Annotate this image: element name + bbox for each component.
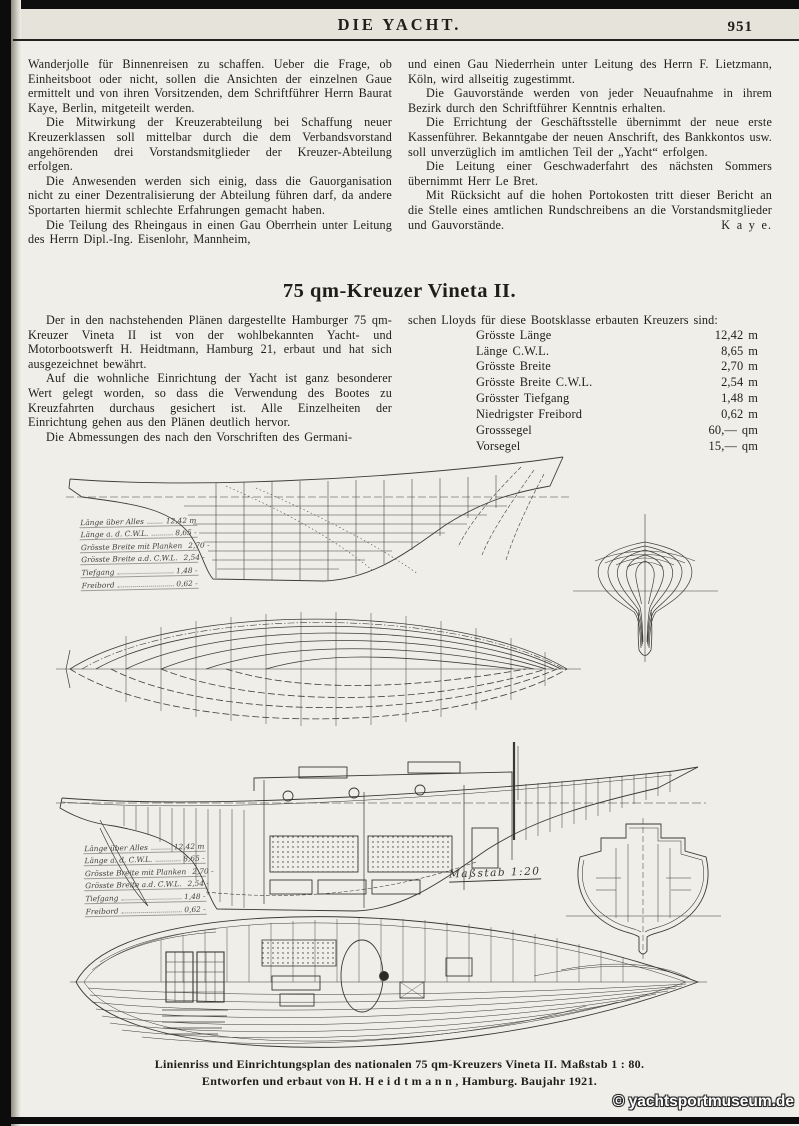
spec-row xyxy=(476,423,758,439)
article1-right-column xyxy=(408,57,772,232)
paragraph: schen Lloyds für diese Bootsklasse erbauten Kreuzers sind: xyxy=(408,313,718,327)
paragraph: Die Mitwirkung der Kreuzerabteilung bei Schaffung neuer Kreuzerklassen soll mittelbar durch die dem Verbandsvorstand angehörenden drei Vorstandsmitglieder der Kreuzer-Abteilung erfolgen. xyxy=(28,115,392,174)
article1-left-column xyxy=(28,57,392,247)
paragraph xyxy=(408,188,772,232)
spec-label: Grösste Breite C.W.L. xyxy=(476,375,593,390)
header-rule xyxy=(13,39,799,41)
spec-row xyxy=(476,407,758,423)
waterlines-plan-drawing xyxy=(56,590,581,748)
spec-row xyxy=(476,328,758,344)
hand-row: Länge über Alles 12,42 m xyxy=(83,839,205,854)
spec-label: Grosssegel xyxy=(476,423,532,438)
paragraph: Die Anwesenden werden sich einig, dass die Gauorganisation nicht zu einer Dezentralisierung der Abteilung führen darf, da andere Sportarten hiermit schlechte Erfahrungen gemacht haben. xyxy=(28,173,392,217)
spec-value: 8,65 m xyxy=(721,343,758,358)
paragraph: Die Abmessungen des nach den Vorschriften des Germani- xyxy=(46,429,353,444)
article2-right-column xyxy=(408,313,772,455)
hand-row: Grösste Breite a.d. C.W.L. 2,54 - xyxy=(80,551,198,566)
paragraph: Die Teilung des Rheingaus in einen Gau Oberrhein unter Leitung des Herrn Dipl.-Ing. Eisenlohr, Mannheim, xyxy=(28,217,392,247)
figure-caption-line-2: Entworfen und erbaut von H. H e i d t m a n n , Hamburg. Baujahr 1921. xyxy=(201,1074,598,1088)
paragraph: Der in den nachstehenden Plänen dargestellte Hamburger 75 qm-Kreuzer Vineta II ist von der wohlbekannten Yacht- und Motorbootswerft H. Heidtmann, Hamburg 21, erbaut und hat sich ausgezeichnet bewährt. xyxy=(28,313,392,371)
spec-row xyxy=(476,344,758,360)
paragraph: und einen Gau Niederrhein unter Leitung des Herrn F. Lietzmann, Köln, wird allseitig zugestimmt. xyxy=(408,57,772,86)
spec-value: 2,70 m xyxy=(721,359,758,374)
deck-plan-drawing xyxy=(66,906,711,1058)
article2-left-column xyxy=(28,313,392,444)
handwritten-scale-note: Maßstab 1:20 xyxy=(448,865,541,881)
paragraph: Die Leitung einer Geschwaderfahrt des nächsten Sommers übernimmt Herr Le Bret. xyxy=(408,159,772,188)
paragraph: Wanderjolle für Binnenreisen zu schaffen. Ueber die Frage, ob Einheitsboot oder nicht, sollen die Ansichten der einzelnen Gaue ermittelt und von ihren Vorsitzenden, dem Schriftführer Herrn Baurat Kaye, Berlin, mitgeteilt werden. xyxy=(28,57,392,115)
spec-row xyxy=(476,375,758,391)
spec-value: 60,— qm xyxy=(708,423,758,438)
hand-row: Länge über Alles 12,42 m xyxy=(79,513,197,528)
body-plan-drawing xyxy=(573,512,718,667)
spec-row xyxy=(476,391,758,407)
spec-value: 12,42 m xyxy=(714,327,758,342)
spec-value: 15,— qm xyxy=(708,438,758,453)
spec-value: 0,62 m xyxy=(721,407,758,422)
spec-label: Grösste Breite xyxy=(476,359,551,374)
spec-label: Länge C.W.L. xyxy=(476,343,550,358)
paragraph: Die Gauvorstände werden von jeder Neuaufnahme in ihrem Bezirk durch den Schriftführer Kenntnis erhalten. xyxy=(408,86,772,115)
paragraph: Auf die wohnliche Einrichtung der Yacht ist ganz besonderer Wert gelegt worden, so dass die Verwendung des Bootes zu Kreuzfahrten durchaus gesichert ist. Alle Einzelheiten der Einrichtung gehen aus den Plänen deutlich hervor. xyxy=(28,371,392,430)
author-signature: K a y e. xyxy=(721,217,772,232)
section-heading: 75 qm-Kreuzer Vineta II. xyxy=(282,280,517,302)
magazine-title: DIE YACHT. xyxy=(337,15,462,34)
hand-row: Freibord 0,62 - xyxy=(81,576,199,591)
paragraph: Die Errichtung der Geschäftsstelle übernimmt der neue erste Kassenführer. Bekanntgabe der neuen Anschrift, des Bankkontos usw. soll unverzüglich im amtlichen Teil der „Yacht“ erfolgen. xyxy=(408,115,772,159)
spec-value: 1,48 m xyxy=(721,391,758,406)
dimension-spec-table xyxy=(476,328,758,455)
page-number: 951 xyxy=(727,19,753,35)
watermark: © yachtsportmuseum.de xyxy=(612,1093,794,1110)
hand-row: Länge a. d. C.W.L. 8,65 - xyxy=(79,525,197,540)
hand-row: Grösste Breite a.d. C.W.L. 2,54 - xyxy=(84,877,206,892)
scan-edge-top xyxy=(0,0,799,9)
hand-row: Grösste Breite mit Planken 2,70 - xyxy=(84,864,206,879)
handwritten-dimensions-table xyxy=(79,513,210,591)
spec-label: Grösster Tiefgang xyxy=(476,391,570,406)
figure-caption-line-1: Linienriss und Einrichtungsplan des nationalen 75 qm-Kreuzers Vineta II. Maßstab 1 : 80. xyxy=(154,1057,645,1071)
spec-label: Grösste Länge xyxy=(476,327,552,342)
spec-label: Niedrigster Freibord xyxy=(476,407,583,422)
hand-row: Länge a. d. C.W.L. 8,65 - xyxy=(83,851,205,866)
spec-value: 2,54 m xyxy=(721,375,758,390)
spec-label: Vorsegel xyxy=(476,438,521,453)
hand-row: Tiefgang 1,48 - xyxy=(80,563,198,578)
hand-row: Freibord 0,62 - xyxy=(85,902,207,917)
scan-edge-left-shadow xyxy=(11,0,21,1126)
paragraph-text: Mit Rücksicht auf die hohen Portokosten tritt dieser Bericht an die Stelle eines amtlichen Rundschreibens an die Vorstandsmitglieder und Gauvorstände. xyxy=(408,188,772,232)
hand-row: Tiefgang 1,48 - xyxy=(84,889,206,904)
spec-row xyxy=(476,359,758,375)
scan-edge-left xyxy=(0,0,11,1126)
scan-edge-bottom xyxy=(0,1117,799,1124)
hand-row: Grösste Breite mit Planken 2,70 - xyxy=(80,538,198,553)
